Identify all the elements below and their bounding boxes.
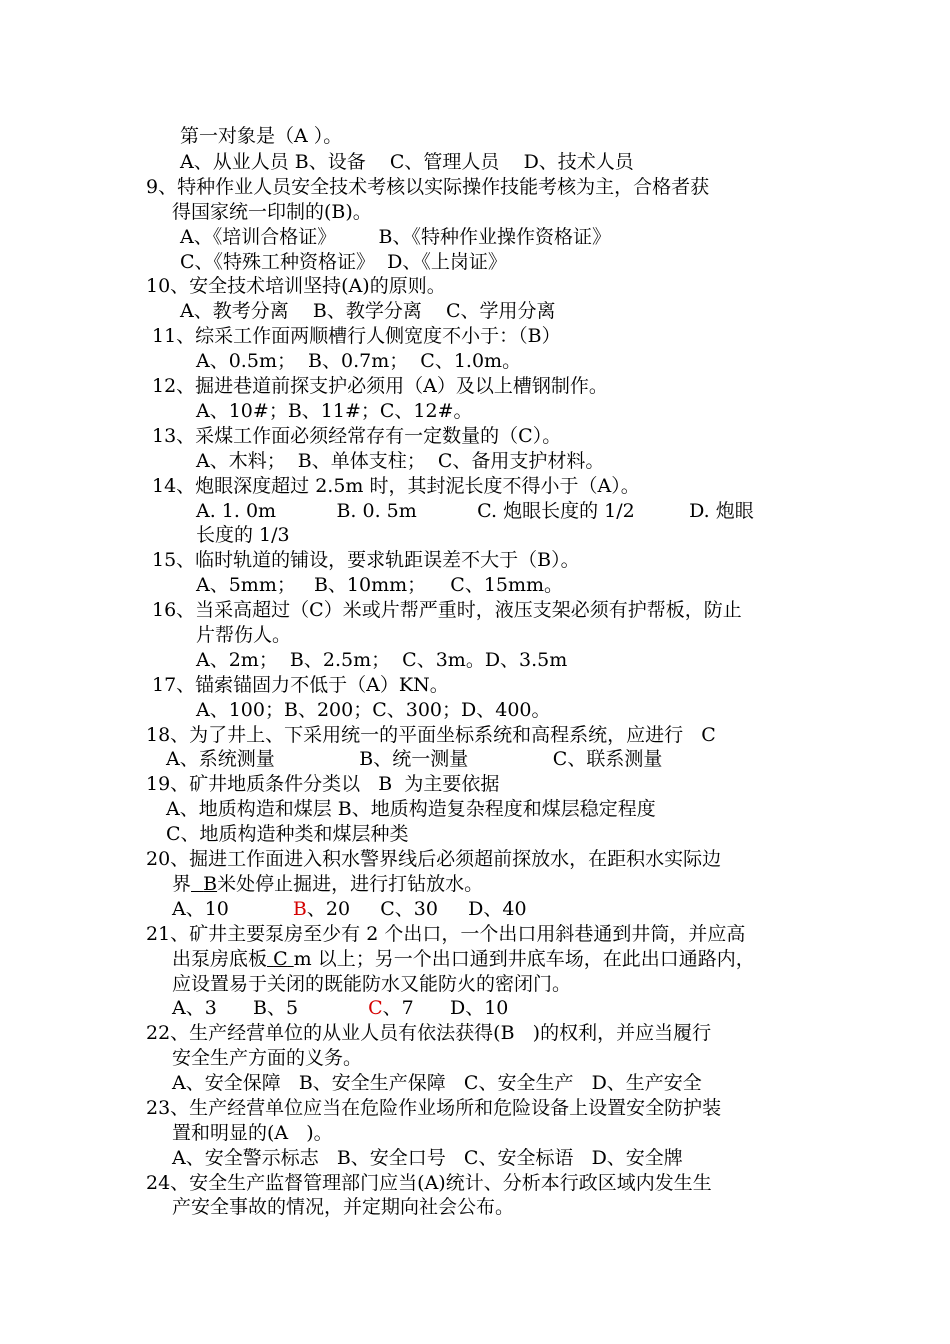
text-line: A、《培训合格证》 B、《特种作业操作资格证》 — [180, 226, 611, 248]
text-line: 22、生产经营单位的从业人员有依法获得(B )的权利，并应当履行 — [146, 1022, 712, 1044]
text-line: C、地质构造种类和煤层种类 — [166, 823, 409, 845]
text-line: 20、掘进工作面进入积水警界线后必须超前探放水，在距积水实际边 — [146, 848, 722, 870]
text-line: 17、锚索锚固力不低于（A）KN。 — [152, 674, 449, 696]
text-line: 置和明显的(A )。 — [172, 1122, 333, 1144]
highlighted-answer: B — [292, 898, 307, 920]
text-line: C、《特殊工种资格证》 D、《上岗证》 — [180, 251, 507, 273]
text-line: 13、采煤工作面必须经常存有一定数量的（C）。 — [152, 425, 562, 447]
text-line: A、教考分离 B、教学分离 C、学用分离 — [180, 300, 556, 322]
text-fragment: 、7 D、10 — [382, 997, 509, 1019]
answer-blank — [267, 948, 294, 970]
answer-blank — [191, 873, 217, 895]
text-line: 片帮伤人。 — [196, 624, 292, 646]
text-fragment: 出泵房底板 — [172, 948, 268, 970]
text-line: 16、当采高超过（C）米或片帮严重时，液压支架必须有护帮板，防止 — [152, 599, 742, 621]
text-line: A、2m； B、2.5m； C、3m。D、3.5m — [196, 649, 568, 671]
text-line: A、安全警示标志 B、安全口号 C、安全标语 D、安全牌 — [172, 1147, 683, 1169]
text-line: 10、安全技术培训坚持(A)的原则。 — [146, 275, 446, 297]
text-line: 11、综采工作面两顺槽行人侧宽度不小于：（B） — [152, 325, 561, 347]
text-line: 12、掘进巷道前探支护必须用（A）及以上槽钢制作。 — [152, 375, 608, 397]
text-line: 14、炮眼深度超过 2.5m 时，其封泥长度不得小于（A）。 — [152, 475, 640, 497]
text-line: 24、安全生产监督管理部门应当(A)统计、分析本行政区域内发生生 — [146, 1172, 712, 1194]
text-line: 15、临时轨道的铺设，要求轨距误差不大于（B）。 — [152, 549, 580, 571]
text-line: 21、矿井主要泵房至少有 2 个出口，一个出口用斜巷通到井筒，并应高 — [146, 923, 746, 945]
text-line: A、0.5m； B、0.7m； C、1.0m。 — [196, 350, 522, 372]
text-fragment: m 以上；另一个出口通到井底车场，在此出口通路内， — [293, 948, 755, 970]
text-line: A、系统测量 B、统一测量 C、联系测量 — [166, 748, 663, 770]
text-line: A、地质构造和煤层 B、地质构造复杂程度和煤层稳定程度 — [166, 798, 656, 820]
text-fragment: 、20 C、30 D、40 — [306, 898, 527, 920]
answer-letter: B — [203, 873, 218, 895]
text-line — [172, 996, 508, 1020]
text-line: 23、生产经营单位应当在危险作业场所和危险设备上设置安全防护装 — [146, 1097, 722, 1119]
text-line: A、100；B、200；C、300；D、400。 — [196, 699, 551, 721]
text-fragment: 界 — [172, 873, 192, 895]
text-fragment: A、10 — [172, 898, 229, 920]
text-line: 长度的 1/3 — [196, 524, 290, 546]
text-line — [172, 897, 527, 921]
text-line: 得国家统一印制的(B)。 — [172, 201, 372, 223]
highlighted-answer: C — [368, 997, 383, 1019]
text-line: A、安全保障 B、安全生产保障 C、安全生产 D、生产安全 — [172, 1072, 702, 1094]
text-line: A、10#；B、11#；C、12#。 — [196, 400, 473, 422]
text-line: 安全生产方面的义务。 — [172, 1047, 363, 1069]
text-fragment: A、3 B、5 — [172, 997, 299, 1019]
text-line: A、木料； B、单体支柱； C、备用支护材料。 — [196, 450, 605, 472]
text-line: 产安全事故的情况，并定期向社会公布。 — [172, 1196, 515, 1218]
text-line: 18、为了井上、下采用统一的平面坐标系统和高程系统，应进行 C — [146, 724, 716, 746]
text-line — [172, 947, 755, 971]
text-line: 9、特种作业人员安全技术考核以实际操作技能考核为主，合格者获 — [146, 176, 710, 198]
text-line: A、5mm； B、10mm； C、15mm。 — [196, 574, 564, 596]
text-line: A、从业人员 B、设备 C、管理人员 D、技术人员 — [180, 151, 634, 173]
text-line — [172, 872, 483, 896]
text-line: 19、矿井地质条件分类以 B 为主要依据 — [146, 773, 500, 795]
text-fragment: 米处停止掘进，进行打钻放水。 — [217, 873, 484, 895]
text-line: 应设置易于关闭的既能防水又能防火的密闭门。 — [172, 973, 572, 995]
text-line: A. 1. 0m B. 0. 5m C. 炮眼长度的 1/2 D. 炮眼 — [196, 500, 754, 522]
answer-letter: C — [273, 948, 288, 970]
text-line: 第一对象是（A ）。 — [180, 125, 343, 147]
